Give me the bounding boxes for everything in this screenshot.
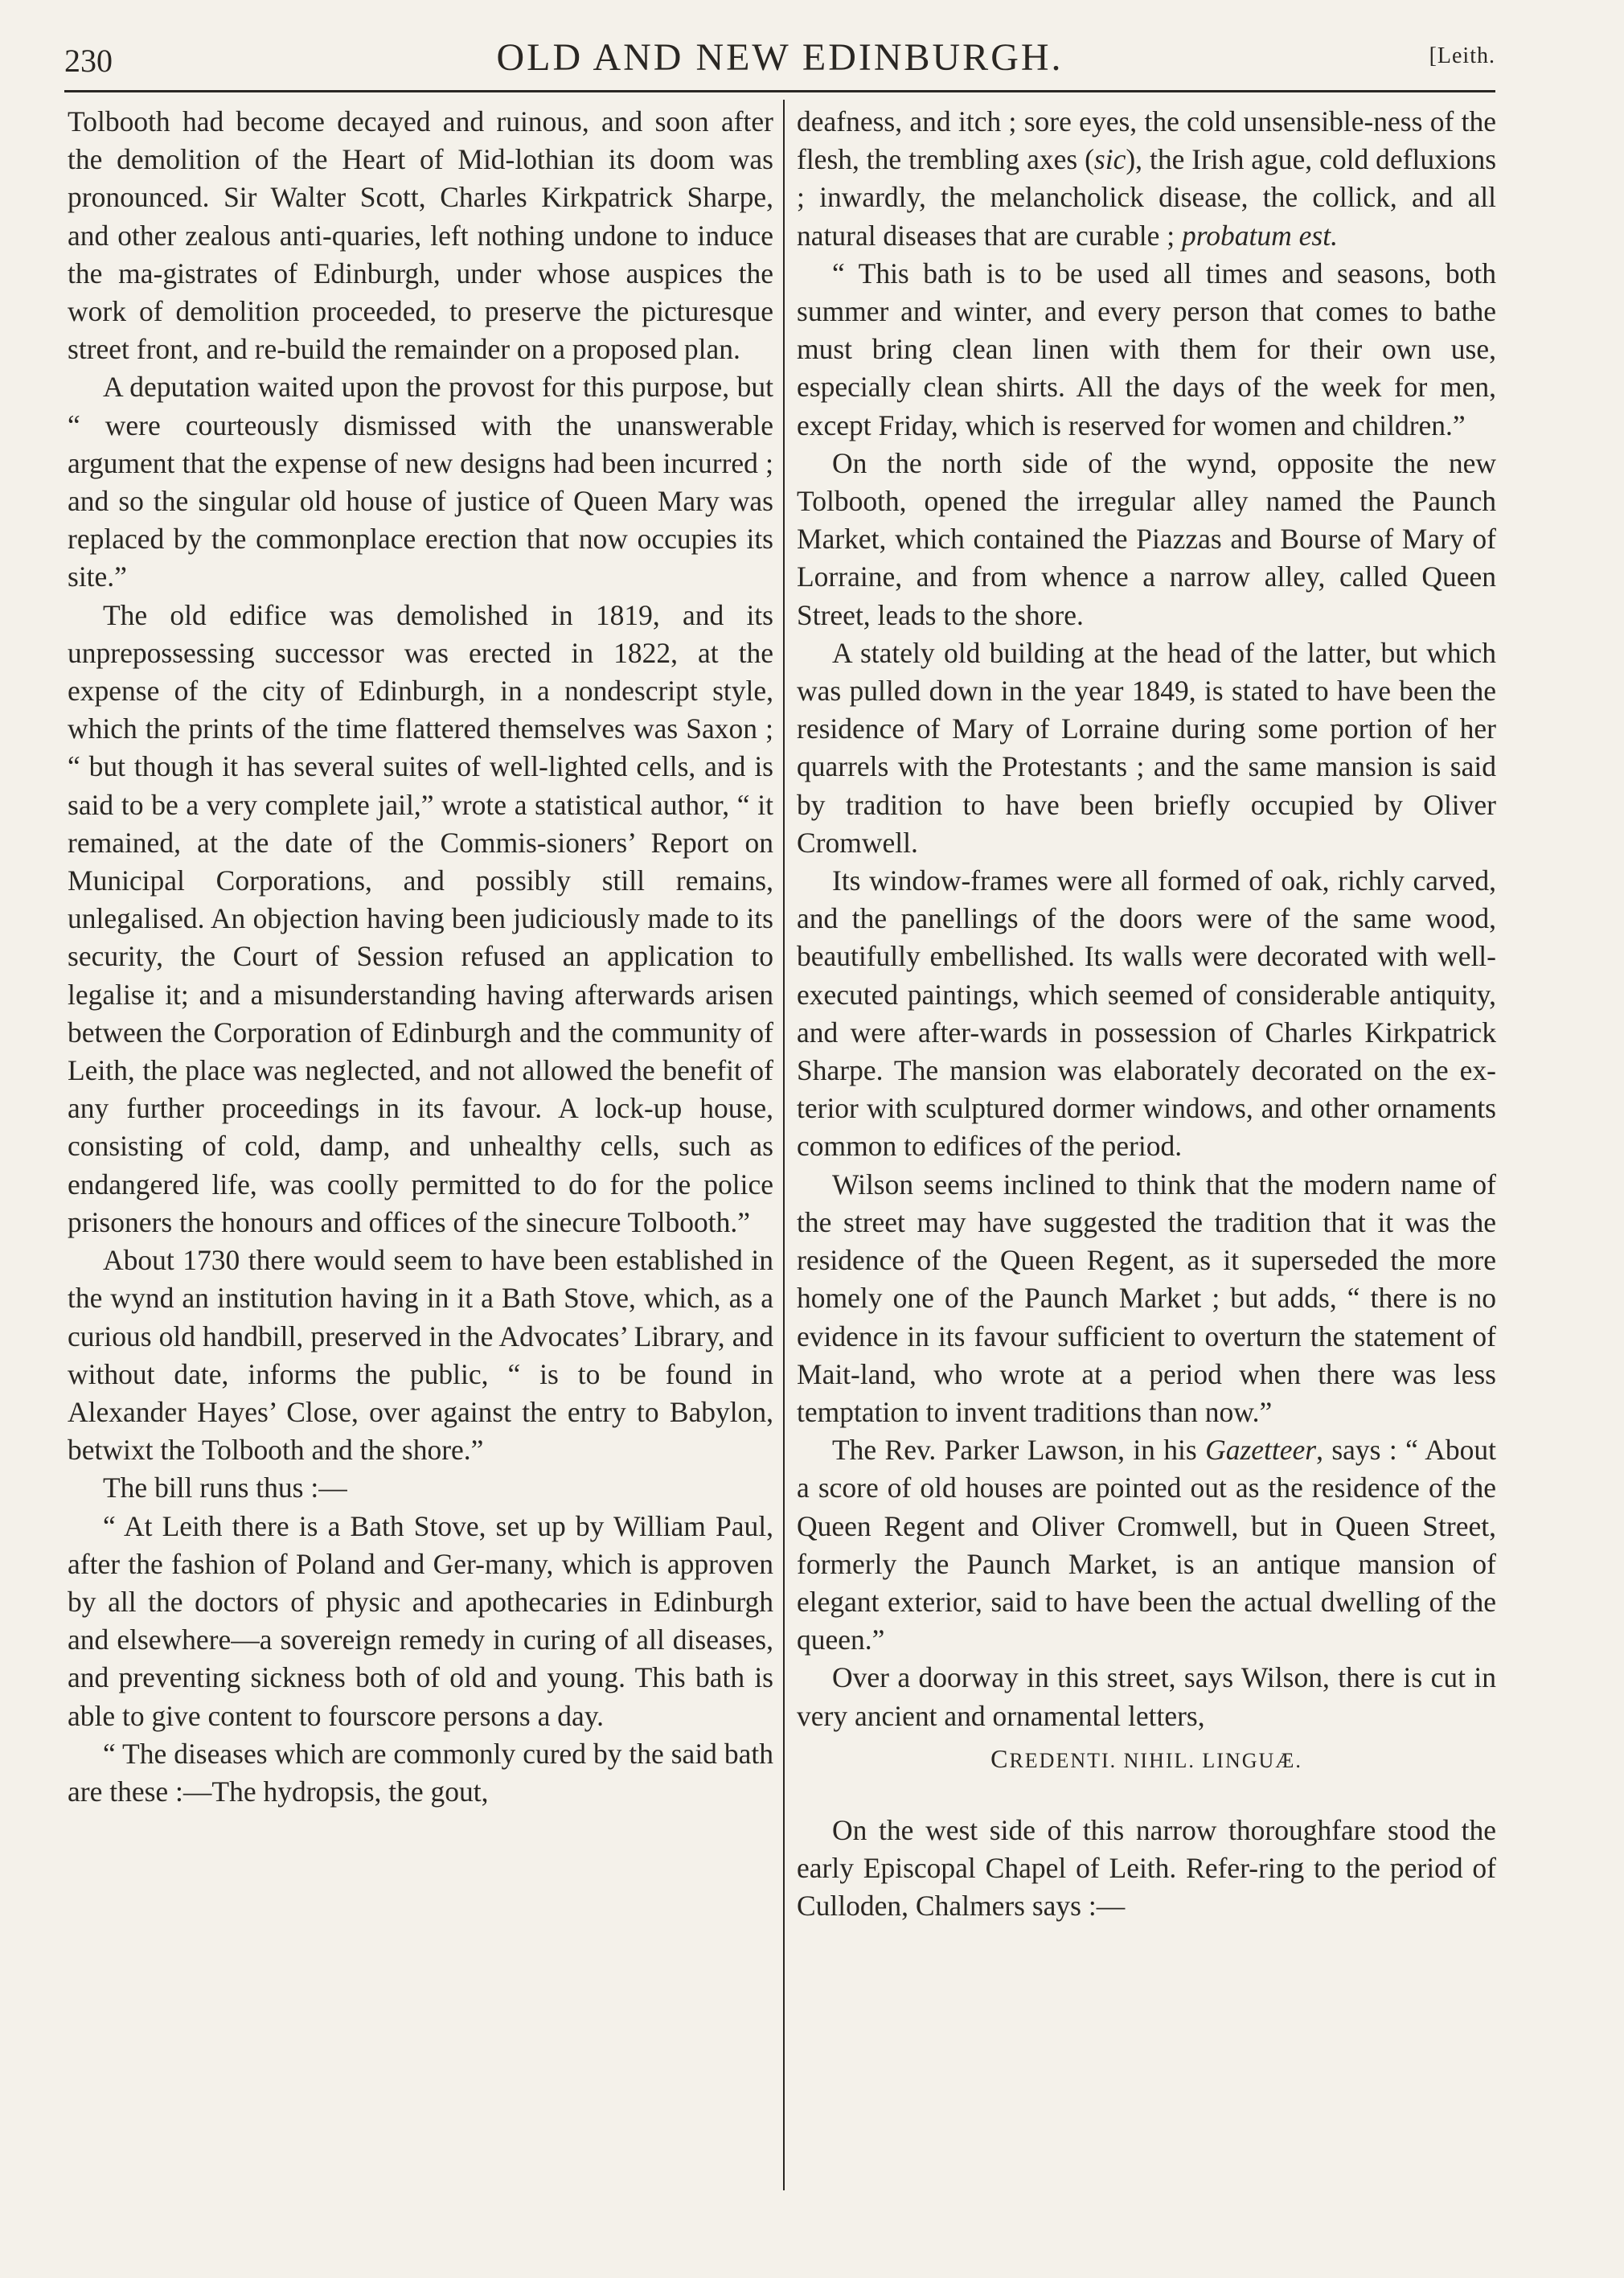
- paragraph: [797, 103, 1496, 255]
- paragraph: The bill runs thus :—: [103, 1471, 347, 1504]
- paragraph: The old edifice was demolished in 1819, and its unprepossessing successor was erected in 1822, at the expense of the city of Edinburgh, in a nondescript style, which the prints of the time flattered themselves was Saxon ; “ but though it has several suites of well-lighted cells, and is said to be a very complete jail,” wrote a statistical author, “ it remained, at the date of the Commis-sioners’ Report on Municipal Corporations, and possibly still remains, unlegalised. An objection having been judiciously made to its security, the Court of Session refused an application to legalise it; and a misunderstanding having afterwards arisen between the Corporation of Edinburgh and the community of Leith, the place was neglected, and not allowed the benefit of any further proceedings in its favour. A lock-up house, consisting of cold, damp, and unhealthy cells, such as endangered life, was coolly permitted to do for the police prisoners the honours and offices of the sinecure Tolbooth.”: [68, 598, 773, 1238]
- paragraph: About 1730 there would seem to have been established in the wynd an institution having in it a Bath Stove, which, as a curious old handbill, preserved in the Advocates’ Library, and without date, informs the public, “ is to be found in Alexander Hayes’ Close, over against the entry to Babylon, betwixt the Tolbooth and the shore.”: [68, 1244, 773, 1467]
- paragraph: “ The diseases which are commonly cured by the said bath are these :—The hydropsis, the gout,: [68, 1737, 773, 1808]
- paragraph: “ At Leith there is a Bath Stove, set up by William Paul, after the fashion of Poland and Ger-many, which is approven by all the doctors of physic and apothecaries in Edinburgh and elsewhere—a sovereign remedy in curing of all diseases, and preventing sickness both of old and young. This bath is able to give content to fourscore persons a day.: [68, 1509, 773, 1732]
- paragraph: “ This bath is to be used all times and seasons, both summer and winter, and every person that comes to bathe must bring clean linen with them for their own use, especially clean shirts. All the days of the week for men, except Friday, which is reserved for women and children.”: [797, 257, 1496, 441]
- section-tag: [Leith.: [1429, 43, 1495, 68]
- text-run: ), the Irish ague, cold defluxions ; inwardly, the melancholick disease, the collick, and all natural diseases that are curable ;: [797, 143, 1497, 252]
- paragraph: Tolbooth had become decayed and ruinous, and soon after the demolition of the Heart of Mid-lothian its doom was pronounced. Sir Walter Scott, Charles Kirkpatrick Sharpe, and other zealous anti-quaries, left nothing undone to induce the ma-gistrates of Edinburgh, under whose auspices the work of demolition proceeded, to preserve the picturesque street front, and re-build the remainder on a proposed plan.: [68, 105, 773, 366]
- text-run: deafness, and itch ; sore eyes, the cold unsensible-ness of the flesh, the trembling axes (: [797, 105, 1496, 176]
- right-column: [797, 103, 1496, 1926]
- paragraph: Wilson seems inclined to think that the modern name of the street may have suggested the tradition that it was the residence of the Queen Regent, as it superseded the more homely one of the Paunch Market ; but adds, “ there is no evidence in its favour sufficient to overturn the statement of Mait-land, who wrote at a period when there was less temptation to invent traditions than now.”: [797, 1168, 1496, 1428]
- paragraph: A deputation waited upon the provost for this purpose, but “ were courteously dismissed with the unanswerable argument that the expense of new designs had been incurred ; and so the singular old house of justice of Queen Mary was replaced by the commonplace erection that now occupies its site.”: [68, 371, 773, 593]
- inscription: CREDENTI. NIHIL. LINGUÆ.: [990, 1743, 1302, 1773]
- italic-text: Gazetteer: [1205, 1434, 1317, 1467]
- paragraph: Over a doorway in this street, says Wilson, there is cut in very ancient and ornamental letters,: [797, 1661, 1496, 1732]
- paragraph: Its window-frames were all formed of oak, richly carved, and the panellings of the doors were of the same wood, beautifully embellished. Its walls were decorated with well-executed paintings, which seemed of considerable antiquity, and were after-wards in possession of Charles Kirkpatrick Sharpe. The mansion was elaborately decorated on the ex-terior with sculptured dormer windows, and other ornaments common to edifices of the period.: [797, 864, 1496, 1163]
- italic-text: probatum est.: [1182, 219, 1338, 252]
- text-run: , says : “ About a score of old houses are pointed out as the residence of the Queen Regent and Oliver Cromwell, but in Queen Street, formerly the Paunch Market, is an antique mansion of elegant exterior, said to have been the actual dwelling of the queen.”: [797, 1434, 1496, 1656]
- header-rule: [64, 90, 1495, 92]
- left-column: [68, 103, 773, 1811]
- page-header: [64, 34, 1495, 90]
- running-title: OLD AND NEW EDINBURGH.: [496, 36, 1064, 79]
- paragraph: A stately old building at the head of the latter, but which was pulled down in the year 1849, is stated to have been the residence of Mary of Lorraine during some portion of her quarrels with the Protestants ; and the same mansion is said by tradition to have been briefly occupied by Oliver Cromwell.: [797, 636, 1496, 859]
- paragraph: [797, 1431, 1496, 1659]
- page-number: 230: [64, 43, 113, 79]
- text-run: The Rev. Parker Lawson, in his: [832, 1434, 1206, 1467]
- italic-text: sic: [1093, 143, 1126, 176]
- paragraph: On the north side of the wynd, opposite the new Tolbooth, opened the irregular alley named the Paunch Market, which contained the Piazzas and Bourse of Mary of Lorraine, and from whence a narrow alley, called Queen Street, leads to the shore.: [797, 446, 1496, 631]
- paragraph: On the west side of this narrow thoroughfare stood the early Episcopal Chapel of Leith. Refer-ring to the period of Culloden, Chalmers says :—: [797, 1813, 1496, 1923]
- column-divider: [783, 100, 785, 2190]
